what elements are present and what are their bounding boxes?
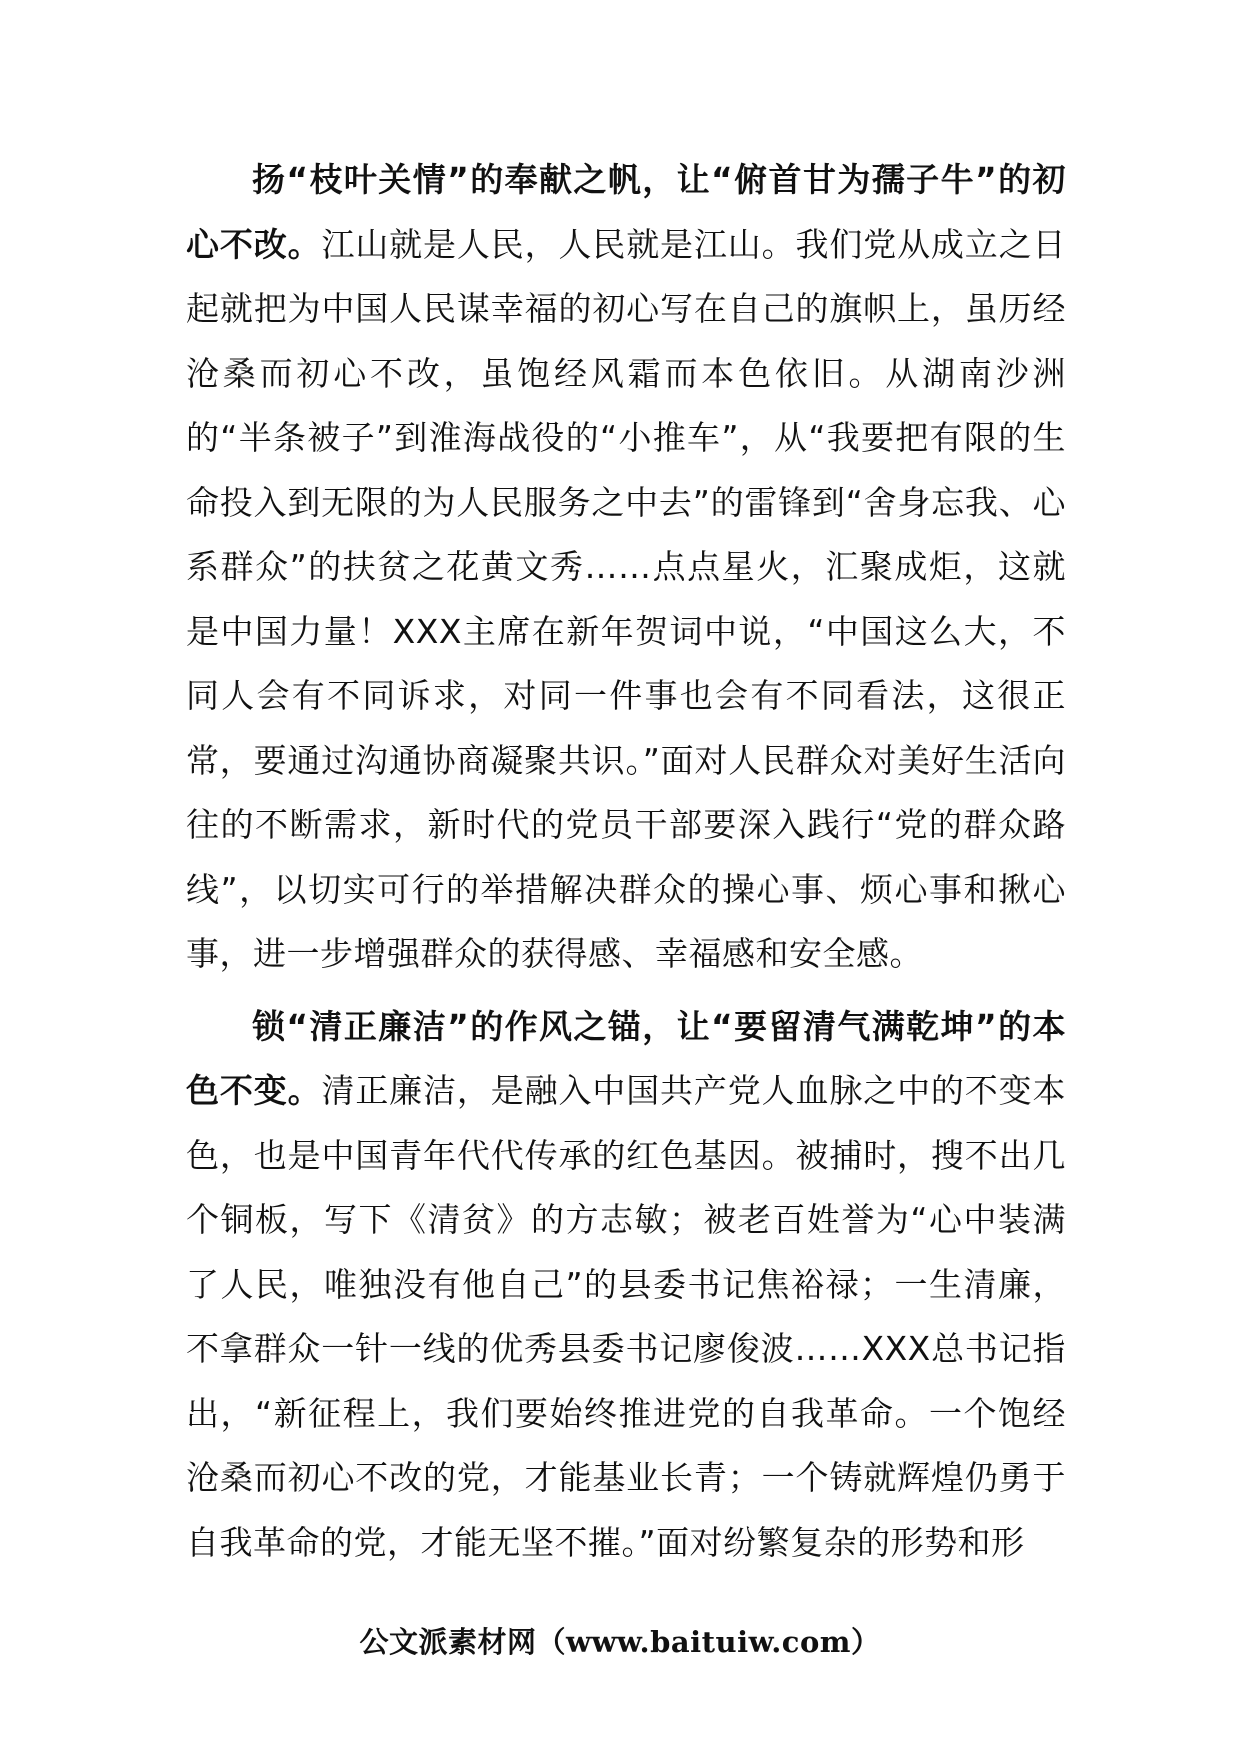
document-body xyxy=(186,148,1066,1583)
paragraph-1-text: 江山就是人民，人民就是江山。我们党从成立之日起就把为中国人民谋幸福的初心写在自己的旗帜上，虽历经沧桑而初心不改，虽饱经风霜而本色依旧。从湖南沙洲的“半条被子”到淮海战役的“小推车”，从“我要把有限的生命投入到无限的为人民服务之中去”的雷锋到“舍身忘我、心系群众”的扶贫之花黄文秀……点点星火，汇聚成炬，这就是中国力量！XXX主席在新年贺词中说，“中国这么大，不同人会有不同诉求，对同一件事也会有不同看法，这很正常，要通过沟通协商凝聚共识。”面对人民群众对美好生活向往的不断需求，新时代的党员干部要深入践行“党的群众路线”，以切实可行的举措解决群众的操心事、烦心事和揪心事，进一步增强群众的获得感、幸福感和安全感。 xyxy=(186,224,1067,973)
paragraph-1 xyxy=(186,148,1066,987)
paragraph-2-heading: 锁“清正廉洁”的作风之锚，让“要留清气满乾坤”的本色不变。 xyxy=(186,1006,1066,1110)
paragraph-1-heading: 扬“枝叶关情”的奉献之帆，让“俯首甘为孺子牛”的初心不改。 xyxy=(186,160,1066,264)
paragraph-2 xyxy=(186,995,1066,1576)
footer-watermark: 公文派素材网（www.baituiw.com） xyxy=(359,1625,881,1659)
paragraph-2-text: 清正廉洁，是融入中国共产党人血脉之中的不变本色，也是中国青年代代传承的红色基因。被捕时，搜不出几个铜板，写下《清贫》的方志敏；被老百姓誉为“心中装满了人民，唯独没有他自己”的县委书记焦裕禄；一生清廉，不拿群众一针一线的优秀县委书记廖俊波……XXX总书记指出，“新征程上，我们要始终推进党的自我革命。一个饱经沧桑而初心不改的党，才能基业长青；一个铸就辉煌仍勇于自我革命的党，才能无坚不摧。”面对纷繁复杂的形势和形 xyxy=(186,1071,1067,1562)
